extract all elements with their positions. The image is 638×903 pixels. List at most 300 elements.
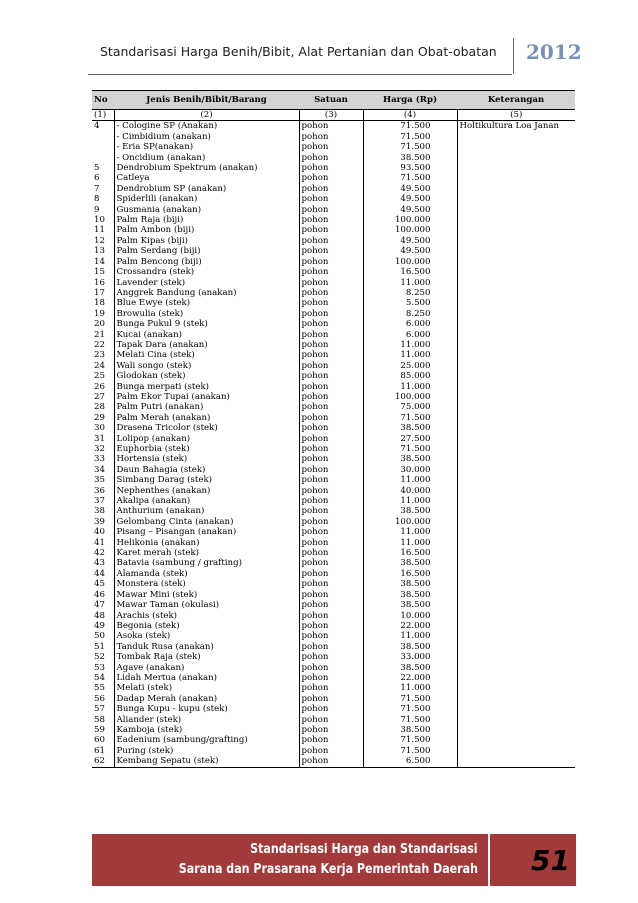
item-unit: pohon bbox=[299, 590, 363, 600]
item-name: Mawar Mini (stek) bbox=[114, 590, 299, 600]
item-name: Lolipop (anakan) bbox=[114, 434, 299, 444]
item-name: Pisang – Pisangan (anakan) bbox=[114, 527, 299, 537]
item-price: 93.500 bbox=[363, 163, 457, 173]
footer-title-line2: Sarana dan Prasarana Kerja Pemerintah Daerah bbox=[178, 862, 478, 877]
item-price: 38.500 bbox=[363, 642, 457, 652]
item-name: Dadap Merah (anakan) bbox=[114, 694, 299, 704]
item-unit: pohon bbox=[299, 579, 363, 589]
item-note bbox=[457, 423, 575, 433]
item-price: 11.000 bbox=[363, 631, 457, 641]
item-unit: pohon bbox=[299, 746, 363, 756]
table-row bbox=[92, 496, 575, 506]
item-unit: pohon bbox=[299, 361, 363, 371]
table-row bbox=[92, 361, 575, 371]
item-name: Wali songo (stek) bbox=[114, 361, 299, 371]
item-name: Monstera (stek) bbox=[114, 579, 299, 589]
item-name: - Cologine SP (Anakan) bbox=[114, 121, 299, 132]
item-name: Lavender (stek) bbox=[114, 278, 299, 288]
item-price: 75.000 bbox=[363, 402, 457, 412]
item-unit: pohon bbox=[299, 298, 363, 308]
item-price: 25.000 bbox=[363, 361, 457, 371]
item-note bbox=[457, 548, 575, 558]
item-unit: pohon bbox=[299, 184, 363, 194]
item-price: 38.500 bbox=[363, 590, 457, 600]
item-unit: pohon bbox=[299, 548, 363, 558]
item-price: 38.500 bbox=[363, 600, 457, 610]
row-number: 36 bbox=[92, 486, 114, 496]
table-row bbox=[92, 121, 575, 132]
item-name: Arachis (stek) bbox=[114, 611, 299, 621]
item-unit: pohon bbox=[299, 611, 363, 621]
item-unit: pohon bbox=[299, 205, 363, 215]
item-price: 71.500 bbox=[363, 121, 457, 132]
column-header-name: Jenis Benih/Bibit/Barang bbox=[114, 91, 299, 110]
item-note bbox=[457, 621, 575, 631]
item-price: 8.250 bbox=[363, 288, 457, 298]
row-number: 45 bbox=[92, 579, 114, 589]
row-number: 31 bbox=[92, 434, 114, 444]
item-note: Holtikultura Loa Janan bbox=[459, 121, 560, 132]
row-number: 15 bbox=[92, 267, 114, 277]
table-row bbox=[92, 621, 575, 631]
item-name: Kamboja (stek) bbox=[114, 725, 299, 735]
item-price: 49.500 bbox=[363, 194, 457, 204]
row-number: 11 bbox=[92, 225, 114, 235]
item-price: 71.500 bbox=[363, 444, 457, 454]
column-number-row bbox=[92, 110, 575, 121]
item-unit: pohon bbox=[299, 652, 363, 662]
table-row bbox=[92, 402, 575, 412]
item-price: 16.500 bbox=[363, 569, 457, 579]
item-note bbox=[457, 590, 575, 600]
item-name: Daun Bahagia (stek) bbox=[114, 465, 299, 475]
item-unit: pohon bbox=[299, 225, 363, 235]
item-note bbox=[457, 527, 575, 537]
table-row bbox=[92, 309, 575, 319]
item-name: Tapak Dara (anakan) bbox=[114, 340, 299, 350]
item-note bbox=[457, 496, 575, 506]
item-unit: pohon bbox=[299, 704, 363, 714]
item-unit: pohon bbox=[299, 121, 363, 132]
item-note bbox=[457, 361, 575, 371]
item-name: Drasena Tricolor (stek) bbox=[114, 423, 299, 433]
item-unit: pohon bbox=[299, 506, 363, 516]
row-number: 47 bbox=[92, 600, 114, 610]
item-name: Eadenium (sambung/grafting) bbox=[114, 735, 299, 745]
item-price: 49.500 bbox=[363, 205, 457, 215]
item-unit: pohon bbox=[299, 683, 363, 693]
table-row bbox=[92, 132, 575, 142]
item-name: Palm Serdang (biji) bbox=[114, 246, 299, 256]
row-number: 20 bbox=[92, 319, 114, 329]
item-unit: pohon bbox=[299, 340, 363, 350]
item-note bbox=[457, 236, 575, 246]
item-note bbox=[457, 142, 575, 152]
column-number: (2) bbox=[114, 110, 299, 121]
item-note bbox=[457, 746, 575, 756]
item-unit: pohon bbox=[299, 319, 363, 329]
footer-band bbox=[92, 834, 576, 886]
row-number: 27 bbox=[92, 392, 114, 402]
row-number: 43 bbox=[92, 558, 114, 568]
row-number: 18 bbox=[92, 298, 114, 308]
row-number: 54 bbox=[92, 673, 114, 683]
row-number: 10 bbox=[92, 215, 114, 225]
item-note bbox=[457, 215, 575, 225]
item-name: Browulia (stek) bbox=[114, 309, 299, 319]
row-number: 14 bbox=[92, 257, 114, 267]
item-price: 49.500 bbox=[363, 246, 457, 256]
row-number bbox=[92, 142, 114, 152]
item-price: 100.000 bbox=[363, 517, 457, 527]
item-unit: pohon bbox=[299, 246, 363, 256]
item-name: Lidah Mertua (anakan) bbox=[114, 673, 299, 683]
item-unit: pohon bbox=[299, 558, 363, 568]
table-row bbox=[92, 517, 575, 527]
row-number: 52 bbox=[92, 652, 114, 662]
item-note bbox=[457, 454, 575, 464]
item-name: Glodokan (stek) bbox=[114, 371, 299, 381]
item-unit: pohon bbox=[299, 631, 363, 641]
row-number: 5 bbox=[92, 163, 114, 173]
item-note bbox=[457, 288, 575, 298]
item-name: Batavia (sambung / grafting) bbox=[114, 558, 299, 568]
item-price: 40.000 bbox=[363, 486, 457, 496]
table-row bbox=[92, 600, 575, 610]
row-number: 28 bbox=[92, 402, 114, 412]
item-price: 71.500 bbox=[363, 173, 457, 183]
item-unit: pohon bbox=[299, 434, 363, 444]
table-row bbox=[92, 715, 575, 725]
row-number: 55 bbox=[92, 683, 114, 693]
row-number: 26 bbox=[92, 382, 114, 392]
table-row bbox=[92, 611, 575, 621]
item-name: Palm Putri (anakan) bbox=[114, 402, 299, 412]
item-name: Kucai (anakan) bbox=[114, 330, 299, 340]
table-row bbox=[92, 704, 575, 714]
item-name: Catleya bbox=[114, 173, 299, 183]
table-row bbox=[92, 382, 575, 392]
item-name: Gelombang Cinta (anakan) bbox=[114, 517, 299, 527]
item-name: Karet merah (stek) bbox=[114, 548, 299, 558]
item-name: Bunga Kupu - kupu (stek) bbox=[114, 704, 299, 714]
row-number: 13 bbox=[92, 246, 114, 256]
table-row bbox=[92, 350, 575, 360]
item-name: Alamanda (stek) bbox=[114, 569, 299, 579]
item-price: 38.500 bbox=[363, 725, 457, 735]
item-note bbox=[457, 704, 575, 714]
item-unit: pohon bbox=[299, 382, 363, 392]
item-price: 71.500 bbox=[363, 142, 457, 152]
item-note bbox=[457, 309, 575, 319]
row-number bbox=[92, 153, 114, 163]
item-name: Anggrek Bandung (anakan) bbox=[114, 288, 299, 298]
item-unit: pohon bbox=[299, 475, 363, 485]
table-row bbox=[92, 298, 575, 308]
item-name: - Cimbidium (anakan) bbox=[114, 132, 299, 142]
table-row bbox=[92, 548, 575, 558]
table-row bbox=[92, 506, 575, 516]
item-name: Dendrobium SP (anakan) bbox=[114, 184, 299, 194]
item-price: 11.000 bbox=[363, 538, 457, 548]
row-number: 42 bbox=[92, 548, 114, 558]
item-name: Euphorbia (stek) bbox=[114, 444, 299, 454]
table-row bbox=[92, 288, 575, 298]
table-row bbox=[92, 725, 575, 735]
table-row bbox=[92, 153, 575, 163]
table-row bbox=[92, 205, 575, 215]
row-number: 16 bbox=[92, 278, 114, 288]
item-price: 11.000 bbox=[363, 350, 457, 360]
item-note bbox=[457, 392, 575, 402]
item-note bbox=[457, 434, 575, 444]
item-name: Melati Cina (stek) bbox=[114, 350, 299, 360]
item-unit: pohon bbox=[299, 236, 363, 246]
column-header-unit: Satuan bbox=[299, 91, 363, 110]
table-row bbox=[92, 267, 575, 277]
item-unit: pohon bbox=[299, 735, 363, 745]
item-note bbox=[457, 194, 575, 204]
item-unit: pohon bbox=[299, 527, 363, 537]
item-unit: pohon bbox=[299, 288, 363, 298]
item-price: 71.500 bbox=[363, 735, 457, 745]
row-number: 12 bbox=[92, 236, 114, 246]
table-row bbox=[92, 486, 575, 496]
row-number bbox=[92, 132, 114, 142]
item-name: Agave (anakan) bbox=[114, 663, 299, 673]
row-number: 50 bbox=[92, 631, 114, 641]
table-body bbox=[92, 121, 575, 767]
item-note bbox=[457, 205, 575, 215]
table-row bbox=[92, 756, 575, 767]
item-price: 71.500 bbox=[363, 715, 457, 725]
row-number: 35 bbox=[92, 475, 114, 485]
item-note bbox=[457, 663, 575, 673]
column-number: (1) bbox=[92, 110, 114, 121]
table-row bbox=[92, 454, 575, 464]
table-row bbox=[92, 257, 575, 267]
item-price: 38.500 bbox=[363, 153, 457, 163]
item-price: 100.000 bbox=[363, 392, 457, 402]
item-name: Palm Bencong (biji) bbox=[114, 257, 299, 267]
item-note bbox=[457, 715, 575, 725]
price-table-container bbox=[92, 90, 575, 768]
item-price: 8.250 bbox=[363, 309, 457, 319]
item-unit: pohon bbox=[299, 496, 363, 506]
item-note bbox=[457, 298, 575, 308]
item-price: 16.500 bbox=[363, 548, 457, 558]
row-number: 56 bbox=[92, 694, 114, 704]
item-note bbox=[457, 132, 575, 142]
item-note bbox=[457, 673, 575, 683]
row-number: 46 bbox=[92, 590, 114, 600]
item-price: 11.000 bbox=[363, 278, 457, 288]
item-price: 100.000 bbox=[363, 257, 457, 267]
item-name: Melati (stek) bbox=[114, 683, 299, 693]
item-price: 71.500 bbox=[363, 694, 457, 704]
item-note bbox=[457, 538, 575, 548]
footer-separator bbox=[488, 834, 490, 886]
item-unit: pohon bbox=[299, 153, 363, 163]
row-number: 61 bbox=[92, 746, 114, 756]
item-price: 38.500 bbox=[363, 663, 457, 673]
item-name: Anthurium (anakan) bbox=[114, 506, 299, 516]
item-name: Akalipa (anakan) bbox=[114, 496, 299, 506]
row-number: 40 bbox=[92, 527, 114, 537]
item-name: Tanduk Rusa (anakan) bbox=[114, 642, 299, 652]
item-price: 30.000 bbox=[363, 465, 457, 475]
item-unit: pohon bbox=[299, 517, 363, 527]
item-note bbox=[457, 611, 575, 621]
footer-title-line1: Standarisasi Harga dan Standarisasi bbox=[250, 842, 478, 857]
item-unit: pohon bbox=[299, 621, 363, 631]
item-name: Helikonia (anakan) bbox=[114, 538, 299, 548]
item-note bbox=[457, 319, 575, 329]
row-number: 21 bbox=[92, 330, 114, 340]
row-number: 6 bbox=[92, 173, 114, 183]
header-year: 2012 bbox=[526, 40, 582, 64]
table-row bbox=[92, 173, 575, 183]
item-unit: pohon bbox=[299, 756, 363, 767]
row-number: 4 bbox=[92, 121, 114, 132]
item-unit: pohon bbox=[299, 330, 363, 340]
item-unit: pohon bbox=[299, 454, 363, 464]
item-price: 16.500 bbox=[363, 267, 457, 277]
item-unit: pohon bbox=[299, 392, 363, 402]
item-note bbox=[457, 267, 575, 277]
item-price: 11.000 bbox=[363, 475, 457, 485]
item-unit: pohon bbox=[299, 132, 363, 142]
item-note bbox=[457, 600, 575, 610]
item-price: 11.000 bbox=[363, 683, 457, 693]
item-unit: pohon bbox=[299, 278, 363, 288]
item-note bbox=[457, 756, 575, 767]
row-number: 23 bbox=[92, 350, 114, 360]
table-row bbox=[92, 673, 575, 683]
item-name: Gusmania (anakan) bbox=[114, 205, 299, 215]
item-unit: pohon bbox=[299, 402, 363, 412]
table-row bbox=[92, 569, 575, 579]
item-unit: pohon bbox=[299, 173, 363, 183]
table-row bbox=[92, 652, 575, 662]
item-unit: pohon bbox=[299, 725, 363, 735]
item-price: 38.500 bbox=[363, 579, 457, 589]
item-price: 27.500 bbox=[363, 434, 457, 444]
item-note bbox=[457, 631, 575, 641]
item-name: Puring (stek) bbox=[114, 746, 299, 756]
item-note bbox=[457, 163, 575, 173]
item-price: 38.500 bbox=[363, 423, 457, 433]
item-note bbox=[457, 153, 575, 163]
row-number: 7 bbox=[92, 184, 114, 194]
row-number: 19 bbox=[92, 309, 114, 319]
item-price: 38.500 bbox=[363, 454, 457, 464]
table-row bbox=[92, 694, 575, 704]
item-name: Spiderlili (anakan) bbox=[114, 194, 299, 204]
item-unit: pohon bbox=[299, 423, 363, 433]
item-unit: pohon bbox=[299, 142, 363, 152]
table-row bbox=[92, 590, 575, 600]
table-row bbox=[92, 683, 575, 693]
table-row bbox=[92, 392, 575, 402]
item-note bbox=[457, 569, 575, 579]
row-number: 22 bbox=[92, 340, 114, 350]
row-number: 44 bbox=[92, 569, 114, 579]
item-name: Palm Ekor Tupai (anakan) bbox=[114, 392, 299, 402]
table-row bbox=[92, 631, 575, 641]
item-note bbox=[457, 402, 575, 412]
table-row bbox=[92, 538, 575, 548]
item-unit: pohon bbox=[299, 413, 363, 423]
page-header bbox=[88, 36, 582, 76]
item-name: Tombak Raja (stek) bbox=[114, 652, 299, 662]
table-row bbox=[92, 215, 575, 225]
item-name: Aliander (stek) bbox=[114, 715, 299, 725]
row-number: 60 bbox=[92, 735, 114, 745]
column-number: (5) bbox=[457, 110, 575, 121]
row-number: 38 bbox=[92, 506, 114, 516]
table-row bbox=[92, 465, 575, 475]
item-price: 49.500 bbox=[363, 236, 457, 246]
item-unit: pohon bbox=[299, 465, 363, 475]
item-note bbox=[457, 257, 575, 267]
row-number: 8 bbox=[92, 194, 114, 204]
item-note bbox=[457, 475, 575, 485]
item-unit: pohon bbox=[299, 444, 363, 454]
column-number: (3) bbox=[299, 110, 363, 121]
table-row bbox=[92, 579, 575, 589]
row-number: 29 bbox=[92, 413, 114, 423]
item-price: 38.500 bbox=[363, 558, 457, 568]
item-note bbox=[457, 350, 575, 360]
item-note bbox=[457, 486, 575, 496]
item-price: 22.000 bbox=[363, 673, 457, 683]
item-note bbox=[457, 413, 575, 423]
item-unit: pohon bbox=[299, 309, 363, 319]
row-number: 58 bbox=[92, 715, 114, 725]
table-header-row bbox=[92, 91, 575, 110]
item-note bbox=[457, 382, 575, 392]
item-name: Palm Merah (anakan) bbox=[114, 413, 299, 423]
item-unit: pohon bbox=[299, 371, 363, 381]
table-row bbox=[92, 184, 575, 194]
table-row bbox=[92, 330, 575, 340]
item-price: 6.500 bbox=[363, 756, 457, 767]
item-note bbox=[457, 225, 575, 235]
row-number: 34 bbox=[92, 465, 114, 475]
item-price: 100.000 bbox=[363, 225, 457, 235]
item-note bbox=[457, 340, 575, 350]
row-number: 30 bbox=[92, 423, 114, 433]
item-unit: pohon bbox=[299, 673, 363, 683]
table-row bbox=[92, 319, 575, 329]
table-row bbox=[92, 434, 575, 444]
item-unit: pohon bbox=[299, 257, 363, 267]
column-header-no: No bbox=[92, 91, 114, 110]
item-unit: pohon bbox=[299, 663, 363, 673]
row-number: 57 bbox=[92, 704, 114, 714]
item-price: 11.000 bbox=[363, 496, 457, 506]
item-price: 6.000 bbox=[363, 319, 457, 329]
item-unit: pohon bbox=[299, 267, 363, 277]
item-unit: pohon bbox=[299, 538, 363, 548]
item-unit: pohon bbox=[299, 194, 363, 204]
table-row bbox=[92, 413, 575, 423]
row-number: 32 bbox=[92, 444, 114, 454]
item-price: 10.000 bbox=[363, 611, 457, 621]
row-number: 48 bbox=[92, 611, 114, 621]
table-row bbox=[92, 246, 575, 256]
